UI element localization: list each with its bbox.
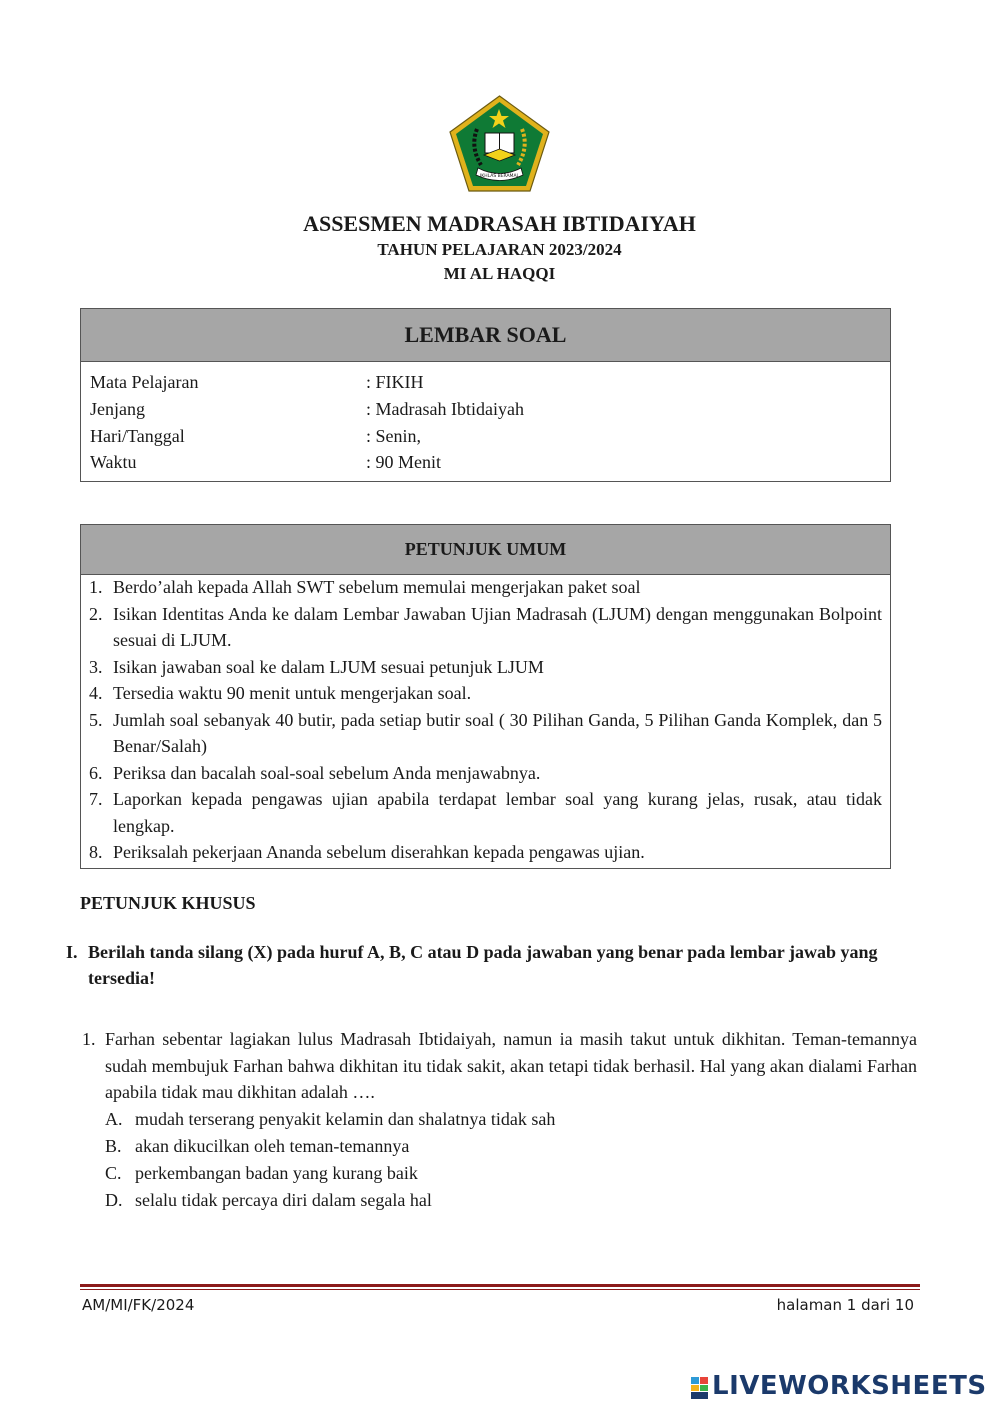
list-item-number: 4. [89, 683, 103, 703]
footer-divider-thin [80, 1289, 920, 1290]
info-value: : Senin, [366, 426, 422, 446]
section-text: Berilah tanda silang (X) pada huruf A, B, C atau D pada jawaban yang benar pada lembar jawab yang tersedia! [88, 942, 878, 988]
list-item-text: Isikan jawaban soal ke dalam LJUM sesuai petunjuk LJUM [113, 656, 544, 677]
document-title: ASSESMEN MADRASAH IBTIDAIYAH [303, 211, 696, 236]
question-text: Farhan sebentar lagiakan lulus Madrasah Ibtidaiyah, namun ia masih takut untuk dikhitan. Teman-temannya sudah membujuk Farhan bahwa dikhitan itu tidak sakit, akan tetapi tidak berhasil. Hal yang akan dialami Farhan apabila tidak mau dikhitan adalah …. [105, 1029, 917, 1102]
petunjuk-umum-heading: PETUNJUK UMUM [81, 525, 890, 575]
info-value: : 90 Menit [366, 452, 441, 472]
list-item-number: 2. [89, 603, 103, 624]
option-text: akan dikucilkan oleh teman-temannya [135, 1136, 410, 1156]
info-label: Jenjang [90, 399, 145, 419]
footer-document-code: AM/MI/FK/2024 [82, 1296, 195, 1314]
petunjuk-khusus-heading: PETUNJUK KHUSUS [80, 893, 256, 913]
option-text: selalu tidak percaya diri dalam segala hal [135, 1190, 432, 1210]
option-letter: B. [105, 1136, 122, 1156]
list-item-number: 8. [89, 842, 103, 862]
list-item-number: 7. [89, 789, 103, 809]
question-number: 1. [82, 1029, 96, 1049]
petunjuk-umum-box [80, 524, 891, 869]
option-letter: C. [105, 1163, 122, 1183]
list-item-text: Isikan Identitas Anda ke dalam Lembar Jawaban Ujian Madrasah (LJUM) dengan menggunakan Bolpoint sesuai di LJUM. [113, 603, 882, 650]
section-number: I. [66, 942, 78, 962]
list-item-text: Periksalah pekerjaan Ananda sebelum diserahkan kepada pengawas ujian. [113, 842, 645, 862]
ministry-emblem-logo [448, 95, 551, 193]
footer-divider [80, 1284, 920, 1287]
list-item-number: 1. [89, 577, 103, 597]
info-label: Hari/Tanggal [90, 426, 185, 446]
list-item-number: 5. [89, 709, 103, 730]
lembar-soal-box [80, 308, 891, 482]
info-label: Waktu [90, 452, 137, 472]
liveworksheets-badge-icon [691, 1377, 709, 1399]
list-item-text: Tersedia waktu 90 menit untuk mengerjakan soal. [113, 683, 472, 703]
liveworksheets-watermark[interactable]: LIVEWORKSHEETS [712, 1371, 987, 1401]
lembar-soal-heading: LEMBAR SOAL [81, 309, 890, 362]
list-item-text: Berdo’alah kepada Allah SWT sebelum memulai mengerjakan paket soal [113, 577, 641, 597]
option-letter: D. [105, 1190, 123, 1210]
list-item-number: 3. [89, 656, 103, 677]
section-instruction [66, 939, 896, 995]
list-item-text: Periksa dan bacalah soal-soal sebelum Anda menjawabnya. [113, 762, 541, 783]
logo-caption: IKHLAS BERAMAL [479, 174, 520, 179]
option-text: perkembangan badan yang kurang baik [135, 1163, 418, 1183]
list-item-number: 6. [89, 762, 103, 783]
list-item-text: Laporkan kepada pengawas ujian apabila terdapat lembar soal yang kurang jelas, rusak, atau tidak lengkap. [113, 789, 882, 836]
info-label: Mata Pelajaran [90, 372, 199, 392]
info-value: : Madrasah Ibtidaiyah [366, 399, 524, 419]
option-letter: A. [105, 1109, 123, 1129]
question-1 [82, 1026, 922, 1216]
school-name: MI AL HAQQI [443, 264, 556, 283]
option-text: mudah terserang penyakit kelamin dan shalatnya tidak sah [135, 1109, 556, 1129]
list-item-text: Jumlah soal sebanyak 40 butir, pada setiap butir soal ( 30 Pilihan Ganda, 5 Pilihan Ganda Komplek, dan 5 Benar/Salah) [113, 709, 882, 756]
footer-page-number: halaman 1 dari 10 [776, 1296, 914, 1314]
academic-year: TAHUN PELAJARAN 2023/2024 [377, 240, 622, 259]
info-value: : FIKIH [366, 372, 424, 392]
